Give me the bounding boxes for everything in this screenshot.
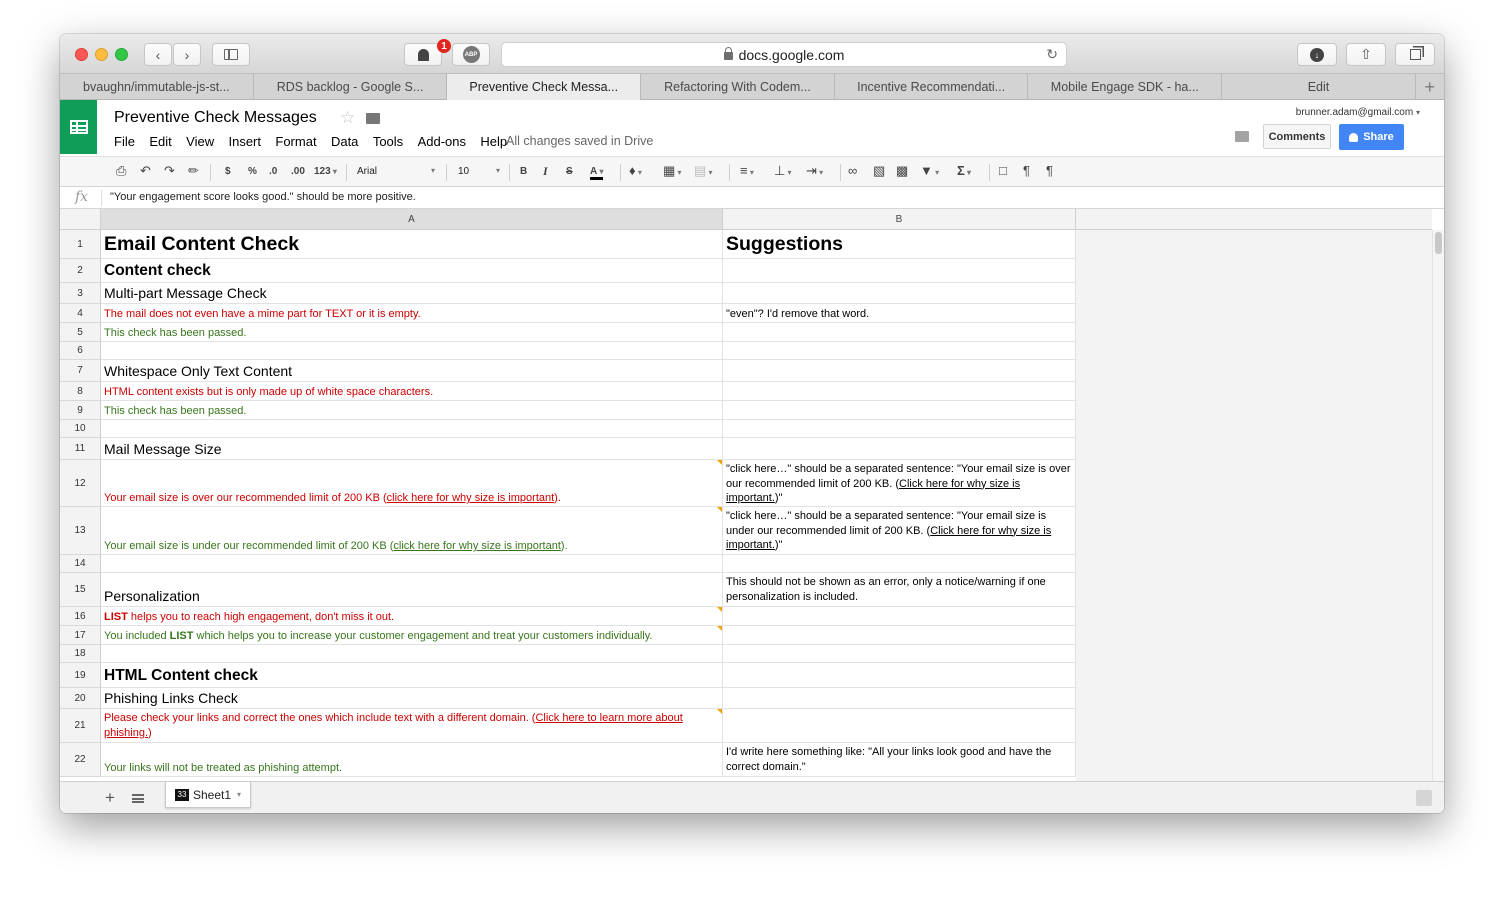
insert-comment-icon[interactable]: ▧	[873, 163, 886, 178]
row-header[interactable]: 22	[60, 743, 101, 777]
functions-button[interactable]: Σ ▾	[957, 163, 971, 178]
cell-a3[interactable]: Multi-part Message Check	[101, 283, 723, 303]
download-icon: ↓	[1310, 48, 1324, 62]
vertical-scrollbar[interactable]	[1432, 230, 1444, 781]
table-row	[101, 283, 1076, 304]
row-header[interactable]: 18	[60, 645, 101, 663]
table-row	[101, 607, 1076, 626]
cell-a5[interactable]: This check has been passed.	[101, 323, 723, 341]
menu-tools[interactable]: Tools	[372, 134, 404, 149]
cell-a10[interactable]	[101, 420, 723, 437]
star-icon[interactable]: ☆	[340, 108, 356, 127]
cell-b20[interactable]	[723, 688, 1076, 708]
cell-a9[interactable]: This check has been passed.	[101, 401, 723, 419]
formula-bar	[60, 187, 1444, 209]
cell-a11[interactable]: Mail Message Size	[101, 438, 723, 459]
cell-b6[interactable]	[723, 342, 1076, 359]
chevron-down-icon: ▾	[430, 166, 435, 175]
row-header[interactable]: 16	[60, 607, 101, 626]
chevron-right-icon: ›	[184, 46, 190, 63]
table-row	[101, 230, 1076, 259]
back-button[interactable]	[144, 43, 172, 66]
formula-input[interactable]: "Your engagement score looks good." should be more positive.	[110, 191, 416, 203]
table-row	[101, 360, 1076, 382]
sheets-icon	[70, 120, 88, 134]
browser-tab[interactable]: Edit	[1222, 74, 1416, 100]
row-header[interactable]: 17	[60, 626, 101, 645]
row-header[interactable]: 11	[60, 438, 101, 460]
row-header[interactable]: 15	[60, 573, 101, 607]
percent-format-button[interactable]: %	[248, 166, 257, 177]
row-header[interactable]: 20	[60, 688, 101, 709]
adblock-extension-button[interactable]	[452, 43, 490, 66]
table-row	[101, 663, 1076, 688]
cell-b18[interactable]	[723, 645, 1076, 662]
cell-b9[interactable]	[723, 401, 1076, 419]
menu-view[interactable]: View	[186, 134, 215, 149]
notification-badge: 1	[437, 39, 451, 53]
cell-a12[interactable]: Your email size is over our recommended limit of 200 KB (click here for why size is important).	[101, 460, 723, 506]
document-title[interactable]: Preventive Check Messages	[114, 109, 317, 126]
comment-marker[interactable]	[717, 507, 722, 512]
cell-b7[interactable]	[723, 360, 1076, 381]
comment-marker[interactable]	[717, 607, 722, 612]
row-header[interactable]: 5	[60, 323, 101, 342]
reload-icon[interactable]: ↻	[1046, 46, 1058, 62]
cell-a19[interactable]: HTML Content check	[101, 663, 723, 687]
account-email: brunner.adam@gmail.com	[1295, 107, 1414, 118]
sidebar-toggle-button[interactable]	[212, 43, 250, 66]
lock-icon	[724, 52, 733, 60]
row-header[interactable]: 1	[60, 230, 101, 259]
table-row	[101, 626, 1076, 645]
sheets-logo[interactable]	[60, 100, 97, 154]
cell-b13[interactable]: "click here…" should be a separated sentence: "Your email size is under our recommended limit of 200 KB. (Click here for why size is important.)"	[723, 507, 1076, 554]
table-row	[101, 420, 1076, 438]
table-row	[101, 573, 1076, 607]
table-row	[101, 438, 1076, 460]
explore-icon[interactable]	[1416, 790, 1432, 806]
cell-a21[interactable]: Please check your links and correct the ones which include text with a different domain. (Click here to learn more about phishing.)	[101, 709, 723, 742]
cell-a14[interactable]	[101, 555, 723, 572]
row-header[interactable]: 6	[60, 342, 101, 360]
comment-marker[interactable]	[717, 709, 722, 714]
abp-icon: ABP	[463, 46, 480, 63]
menu-addons[interactable]: Add-ons	[417, 134, 466, 149]
chevron-left-icon: ‹	[155, 46, 161, 63]
cell-a8[interactable]: HTML content exists but is only made up of white space characters.	[101, 382, 723, 400]
ghost-icon	[418, 49, 429, 61]
redo-icon[interactable]: ↷	[164, 163, 175, 178]
cell-a22[interactable]: Your links will not be treated as phishing attempt.	[101, 743, 723, 776]
size-info-link[interactable]: Click here for why size is important.	[726, 477, 1021, 504]
account-menu[interactable]	[1296, 107, 1420, 118]
menu-insert[interactable]: Insert	[228, 134, 261, 149]
cell-area	[101, 230, 1076, 777]
row-headers	[60, 230, 101, 777]
forward-button[interactable]	[173, 43, 201, 66]
row-header[interactable]: 3	[60, 283, 101, 304]
text-wrap-icon[interactable]: ⇥ ▾	[806, 163, 823, 179]
add-sheet-button[interactable]: +	[105, 788, 115, 807]
increase-decimal-button[interactable]: .00	[291, 166, 305, 177]
function-icon: fx	[75, 189, 89, 205]
sheets-header	[60, 100, 1444, 156]
size-info-link[interactable]: Click here for why size is important.	[726, 524, 1052, 551]
tabs-icon	[1410, 49, 1421, 60]
sheet-tab-bar	[60, 781, 1444, 813]
undo-icon[interactable]: ↶	[140, 163, 151, 178]
more-formats-dropdown[interactable]: 123 ▾	[314, 166, 337, 177]
phishing-info-link[interactable]: Click here to learn more about phishing.	[104, 712, 683, 739]
browser-tab[interactable]: Refactoring With Codem...	[641, 74, 835, 100]
person-icon	[1349, 133, 1358, 142]
empty-grid-area	[1076, 230, 1432, 781]
font-size-dropdown[interactable]: 10 ▾	[458, 166, 500, 177]
tab-overview-button[interactable]	[1395, 43, 1435, 66]
cell-a13[interactable]: Your email size is under our recommended limit of 200 KB (click here for why size is important).	[101, 507, 723, 554]
table-row	[101, 304, 1076, 323]
italic-button[interactable]: I	[543, 164, 548, 178]
cell-a2[interactable]: Content check	[101, 259, 723, 282]
browser-tab[interactable]: Incentive Recommendati...	[835, 74, 1029, 100]
close-window-button[interactable]	[75, 48, 88, 61]
table-row	[101, 401, 1076, 420]
browser-toolbar	[60, 34, 1444, 74]
row-header[interactable]: 14	[60, 555, 101, 573]
cell-b4[interactable]: "even"? I'd remove that word.	[723, 304, 1076, 322]
cell-b15[interactable]: This should not be shown as an error, only a notice/warning if one personalization is included.	[723, 573, 1076, 606]
menu-data[interactable]: Data	[330, 134, 359, 149]
cell-b22[interactable]: I'd write here something like: "All your links look good and have the correct domain."	[723, 743, 1076, 776]
scrollbar-thumb[interactable]	[1435, 232, 1442, 254]
row-header[interactable]: 8	[60, 382, 101, 401]
cell-b2[interactable]	[723, 259, 1076, 282]
cell-a1[interactable]: Email Content Check	[101, 230, 723, 258]
bold-button[interactable]: B	[520, 166, 528, 177]
url-text: docs.google.com	[738, 46, 845, 63]
sidebar-icon	[224, 49, 238, 60]
table-row	[101, 323, 1076, 342]
paint-format-icon[interactable]: ✏	[188, 163, 199, 178]
maximize-window-button[interactable]	[115, 48, 128, 61]
cell-b10[interactable]	[723, 420, 1076, 437]
menu-format[interactable]: Format	[275, 134, 317, 149]
browser-tab[interactable]: RDS backlog - Google S...	[254, 74, 448, 100]
table-row	[101, 259, 1076, 283]
decrease-decimal-button[interactable]: .0	[269, 166, 278, 177]
comment-marker[interactable]	[717, 626, 722, 631]
table-row	[101, 507, 1076, 555]
minimize-window-button[interactable]	[95, 48, 108, 61]
select-all-corner[interactable]	[60, 209, 101, 230]
row-header[interactable]: 4	[60, 304, 101, 323]
cell-b1[interactable]: Suggestions	[723, 230, 1076, 258]
borders-icon[interactable]: ▦ ▾	[663, 163, 682, 179]
cell-a18[interactable]	[101, 645, 723, 662]
cell-a6[interactable]	[101, 342, 723, 359]
strikethrough-button[interactable]: S	[566, 166, 573, 177]
cell-a15[interactable]: Personalization	[101, 573, 723, 606]
table-row	[101, 555, 1076, 573]
share-sheet-button[interactable]	[1346, 43, 1386, 66]
comment-history-icon[interactable]	[1235, 131, 1249, 142]
sheet-tab-label: Sheet1	[193, 787, 232, 802]
cell-a16[interactable]: LIST helps you to reach high engagement, don't miss it out.	[101, 607, 723, 625]
share-label: Share	[1363, 131, 1394, 143]
row-header[interactable]: 10	[60, 420, 101, 438]
font-family-dropdown[interactable]: Arial ▾	[357, 166, 435, 177]
table-row	[101, 342, 1076, 360]
insert-chart-icon[interactable]: ▩	[896, 163, 909, 178]
table-row	[101, 645, 1076, 663]
cell-b21[interactable]	[723, 709, 1076, 742]
browser-tab[interactable]: bvaughn/immutable-js-st...	[60, 74, 254, 100]
sheet-icon: 33	[175, 789, 189, 801]
browser-tabs	[60, 74, 1444, 100]
address-bar[interactable]	[501, 42, 1067, 67]
currency-format-button[interactable]: $	[225, 166, 231, 177]
text-color-button[interactable]: A ▾	[590, 166, 603, 180]
cell-a7[interactable]: Whitespace Only Text Content	[101, 360, 723, 381]
downloads-button[interactable]	[1297, 43, 1337, 66]
print-icon[interactable]: ⎙	[116, 163, 127, 178]
row-header[interactable]: 21	[60, 709, 101, 743]
sheet-tab-active[interactable]	[165, 782, 251, 808]
size-info-link[interactable]: click here for why size is important	[386, 492, 555, 504]
cell-a17[interactable]: You included LIST which helps you to increase your customer engagement and treat your customers individually.	[101, 626, 723, 644]
row-header[interactable]: 7	[60, 360, 101, 382]
comments-button[interactable]: Comments	[1263, 124, 1331, 149]
table-row	[101, 382, 1076, 401]
menu-edit[interactable]: Edit	[149, 134, 172, 149]
share-icon: ⇧	[1360, 46, 1372, 62]
comment-marker[interactable]	[717, 460, 722, 465]
browser-window	[60, 34, 1444, 813]
cell-b8[interactable]	[723, 382, 1076, 400]
spreadsheet-grid	[60, 209, 1444, 781]
table-row	[101, 709, 1076, 743]
browser-tab-active[interactable]: Preventive Check Messa...	[447, 74, 641, 100]
menu-file[interactable]: File	[114, 134, 135, 149]
cell-b16[interactable]	[723, 607, 1076, 625]
row-header[interactable]: 13	[60, 507, 101, 555]
column-header-a[interactable]: A	[101, 209, 723, 230]
cell-a20[interactable]: Phishing Links Check	[101, 688, 723, 708]
share-button[interactable]	[1339, 124, 1404, 150]
formatting-toolbar	[60, 156, 1444, 187]
row-header[interactable]: 19	[60, 663, 101, 688]
all-sheets-icon[interactable]	[132, 794, 144, 803]
cell-b19[interactable]	[723, 663, 1076, 687]
column-header-b[interactable]: B	[723, 209, 1076, 230]
cell-b11[interactable]	[723, 438, 1076, 459]
ltr-icon[interactable]: ¶	[1023, 163, 1030, 178]
new-tab-button[interactable]: +	[1424, 76, 1436, 97]
browser-tab[interactable]: Mobile Engage SDK - ha...	[1028, 74, 1222, 100]
filter-icon[interactable]: ▼ ▾	[920, 163, 939, 178]
input-tools-icon[interactable]: □	[999, 163, 1007, 178]
rtl-icon[interactable]: ¶	[1046, 163, 1053, 178]
menu-help[interactable]: Help	[480, 134, 508, 149]
chevron-down-icon: ▾	[1415, 108, 1420, 117]
chevron-down-icon[interactable]: ▾	[237, 790, 242, 799]
vertical-align-icon[interactable]: ⊥ ▾	[774, 163, 792, 179]
menu-bar	[114, 134, 522, 149]
row-header[interactable]: 9	[60, 401, 101, 420]
table-row	[101, 743, 1076, 777]
cell-b17[interactable]	[723, 626, 1076, 644]
cell-b12[interactable]: "click here…" should be a separated sentence: "Your email size is over our recommended limit of 200 KB. (Click here for why size is important.)"	[723, 460, 1076, 506]
insert-link-icon[interactable]: ∞	[848, 163, 858, 178]
row-header[interactable]: 12	[60, 460, 101, 507]
cell-a4[interactable]: The mail does not even have a mime part for TEXT or it is empty.	[101, 304, 723, 322]
cell-b3[interactable]	[723, 283, 1076, 303]
save-status[interactable]: All changes saved in Drive	[506, 134, 654, 148]
cell-b14[interactable]	[723, 555, 1076, 572]
chevron-down-icon: ▾	[495, 166, 500, 175]
size-info-link[interactable]: click here for why size is important	[393, 540, 561, 552]
table-row	[101, 460, 1076, 507]
cell-b5[interactable]	[723, 323, 1076, 341]
horizontal-align-icon[interactable]: ≡ ▾	[740, 163, 754, 178]
merge-cells-icon[interactable]: ▤ ▾	[694, 163, 713, 179]
folder-icon[interactable]	[366, 113, 380, 124]
fill-color-icon[interactable]: ♦ ▾	[629, 163, 642, 178]
row-header[interactable]: 2	[60, 259, 101, 283]
table-row	[101, 688, 1076, 709]
